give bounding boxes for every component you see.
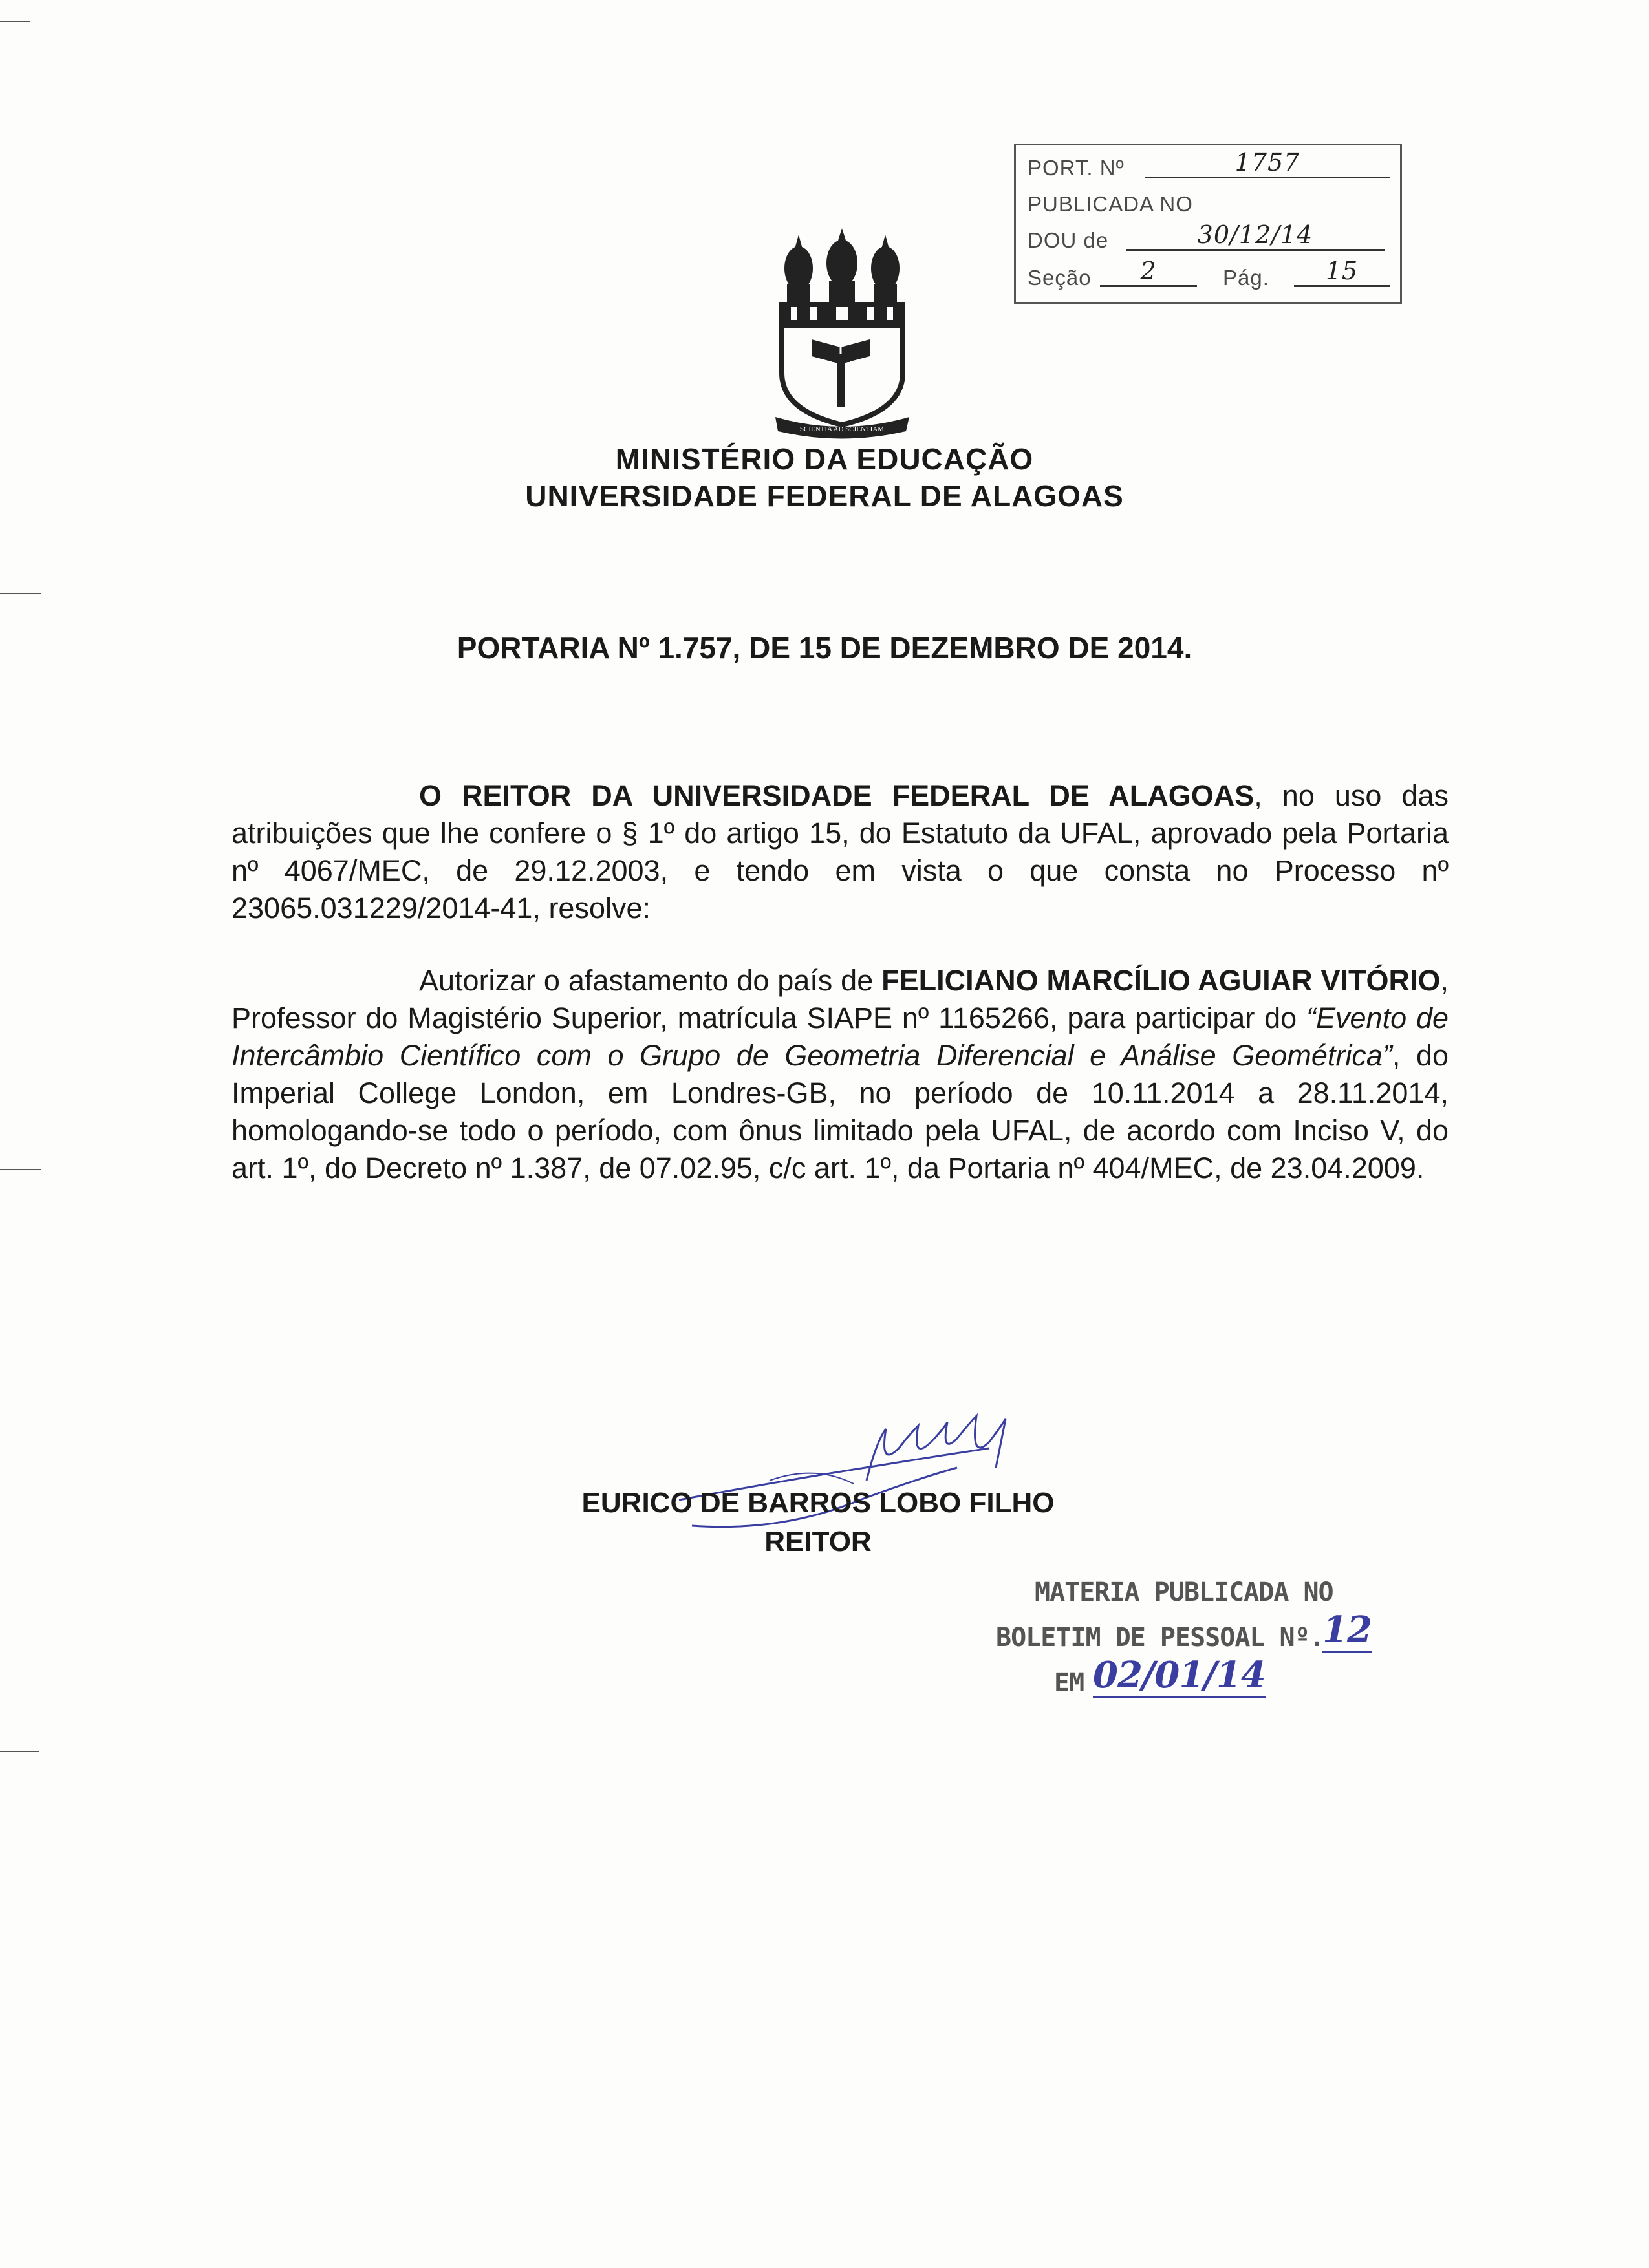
paragraph-considering — [232, 777, 1449, 927]
stamp-dou-value: 30/12/14 — [1126, 220, 1385, 251]
ufal-coat-of-arms-icon — [773, 223, 912, 440]
stamp-secao-value: 2 — [1100, 257, 1197, 287]
stamp-secao-label: Seção — [1028, 266, 1092, 290]
signatory-name: EURICO DE BARROS LOBO FILHO — [581, 1487, 1055, 1519]
bulletin-line-3: EM — [1054, 1668, 1084, 1698]
stamp-pag-value: 15 — [1294, 257, 1390, 287]
publication-stamp — [1014, 144, 1402, 304]
document-title: PORTARIA Nº 1.757, DE 15 DE DEZEMBRO DE 2014. — [457, 631, 1192, 665]
resolution-end: , do Imperial College London, em Londres-GB, no período de 10.11.2014 a 28.11.2014, homologando-se todo o período, com ônus limitado pela UFAL, de acordo com Inciso V, do art. 1º, do Decreto nº 1.387, de 07.02.95, c/c art. 1º, da Portaria nº 404/MEC, de 23.04.2009. — [232, 1039, 1449, 1184]
event-name: “Evento de Intercâmbio Científico com o Grupo de Geometria Diferencial e Análise Geométrica” — [232, 1001, 1449, 1072]
stamp-pag-label: Pág. — [1223, 266, 1269, 290]
scan-mark — [0, 593, 41, 594]
paragraph-considering-text: , no uso das atribuições que lhe confere o § 1º do artigo 15, do Estatuto da UFAL, aprovado pela Portaria nº 4067/MEC, de 29.12.2003, e tendo em vista o que consta no Processo nº 23065.031229/2014-41, resolve: — [232, 779, 1449, 925]
signatory-role: REITOR — [764, 1526, 872, 1557]
bulletin-line-2: BOLETIM DE PESSOAL Nº. — [996, 1623, 1324, 1653]
stamp-port-label: PORT. Nº — [1028, 156, 1125, 180]
ministry-heading: MINISTÉRIO DA EDUCAÇÃO — [615, 442, 1034, 476]
scan-mark — [0, 1169, 41, 1170]
resolution-start: Autorizar o afastamento do país de — [419, 964, 882, 997]
scan-mark — [0, 1751, 39, 1752]
stamp-port-value: 1757 — [1145, 148, 1390, 178]
bulletin-stamp — [996, 1578, 1384, 1720]
scan-mark — [0, 21, 30, 22]
reitor-heading: O REITOR DA UNIVERSIDADE FEDERAL DE ALAGOAS — [419, 779, 1255, 812]
bulletin-line-1: MATERIA PUBLICADA NO — [1035, 1578, 1333, 1607]
paragraph-resolution — [232, 962, 1449, 1187]
crest-motto: SCIENTIA AD SCIENTIAM — [799, 425, 885, 433]
stamp-publicada-label: PUBLICADA NO — [1028, 192, 1193, 216]
bulletin-number: 12 — [1322, 1609, 1372, 1653]
university-heading: UNIVERSIDADE FEDERAL DE ALAGOAS — [525, 479, 1124, 513]
professor-name: FELICIANO MARCÍLIO AGUIAR VITÓRIO — [881, 964, 1441, 997]
stamp-dou-label: DOU de — [1028, 228, 1109, 252]
bulletin-date: 02/01/14 — [1093, 1654, 1266, 1698]
resolution-mid: , Professor do Magistério Superior, matrícula SIAPE nº 1165266, para participar do — [232, 964, 1449, 1034]
